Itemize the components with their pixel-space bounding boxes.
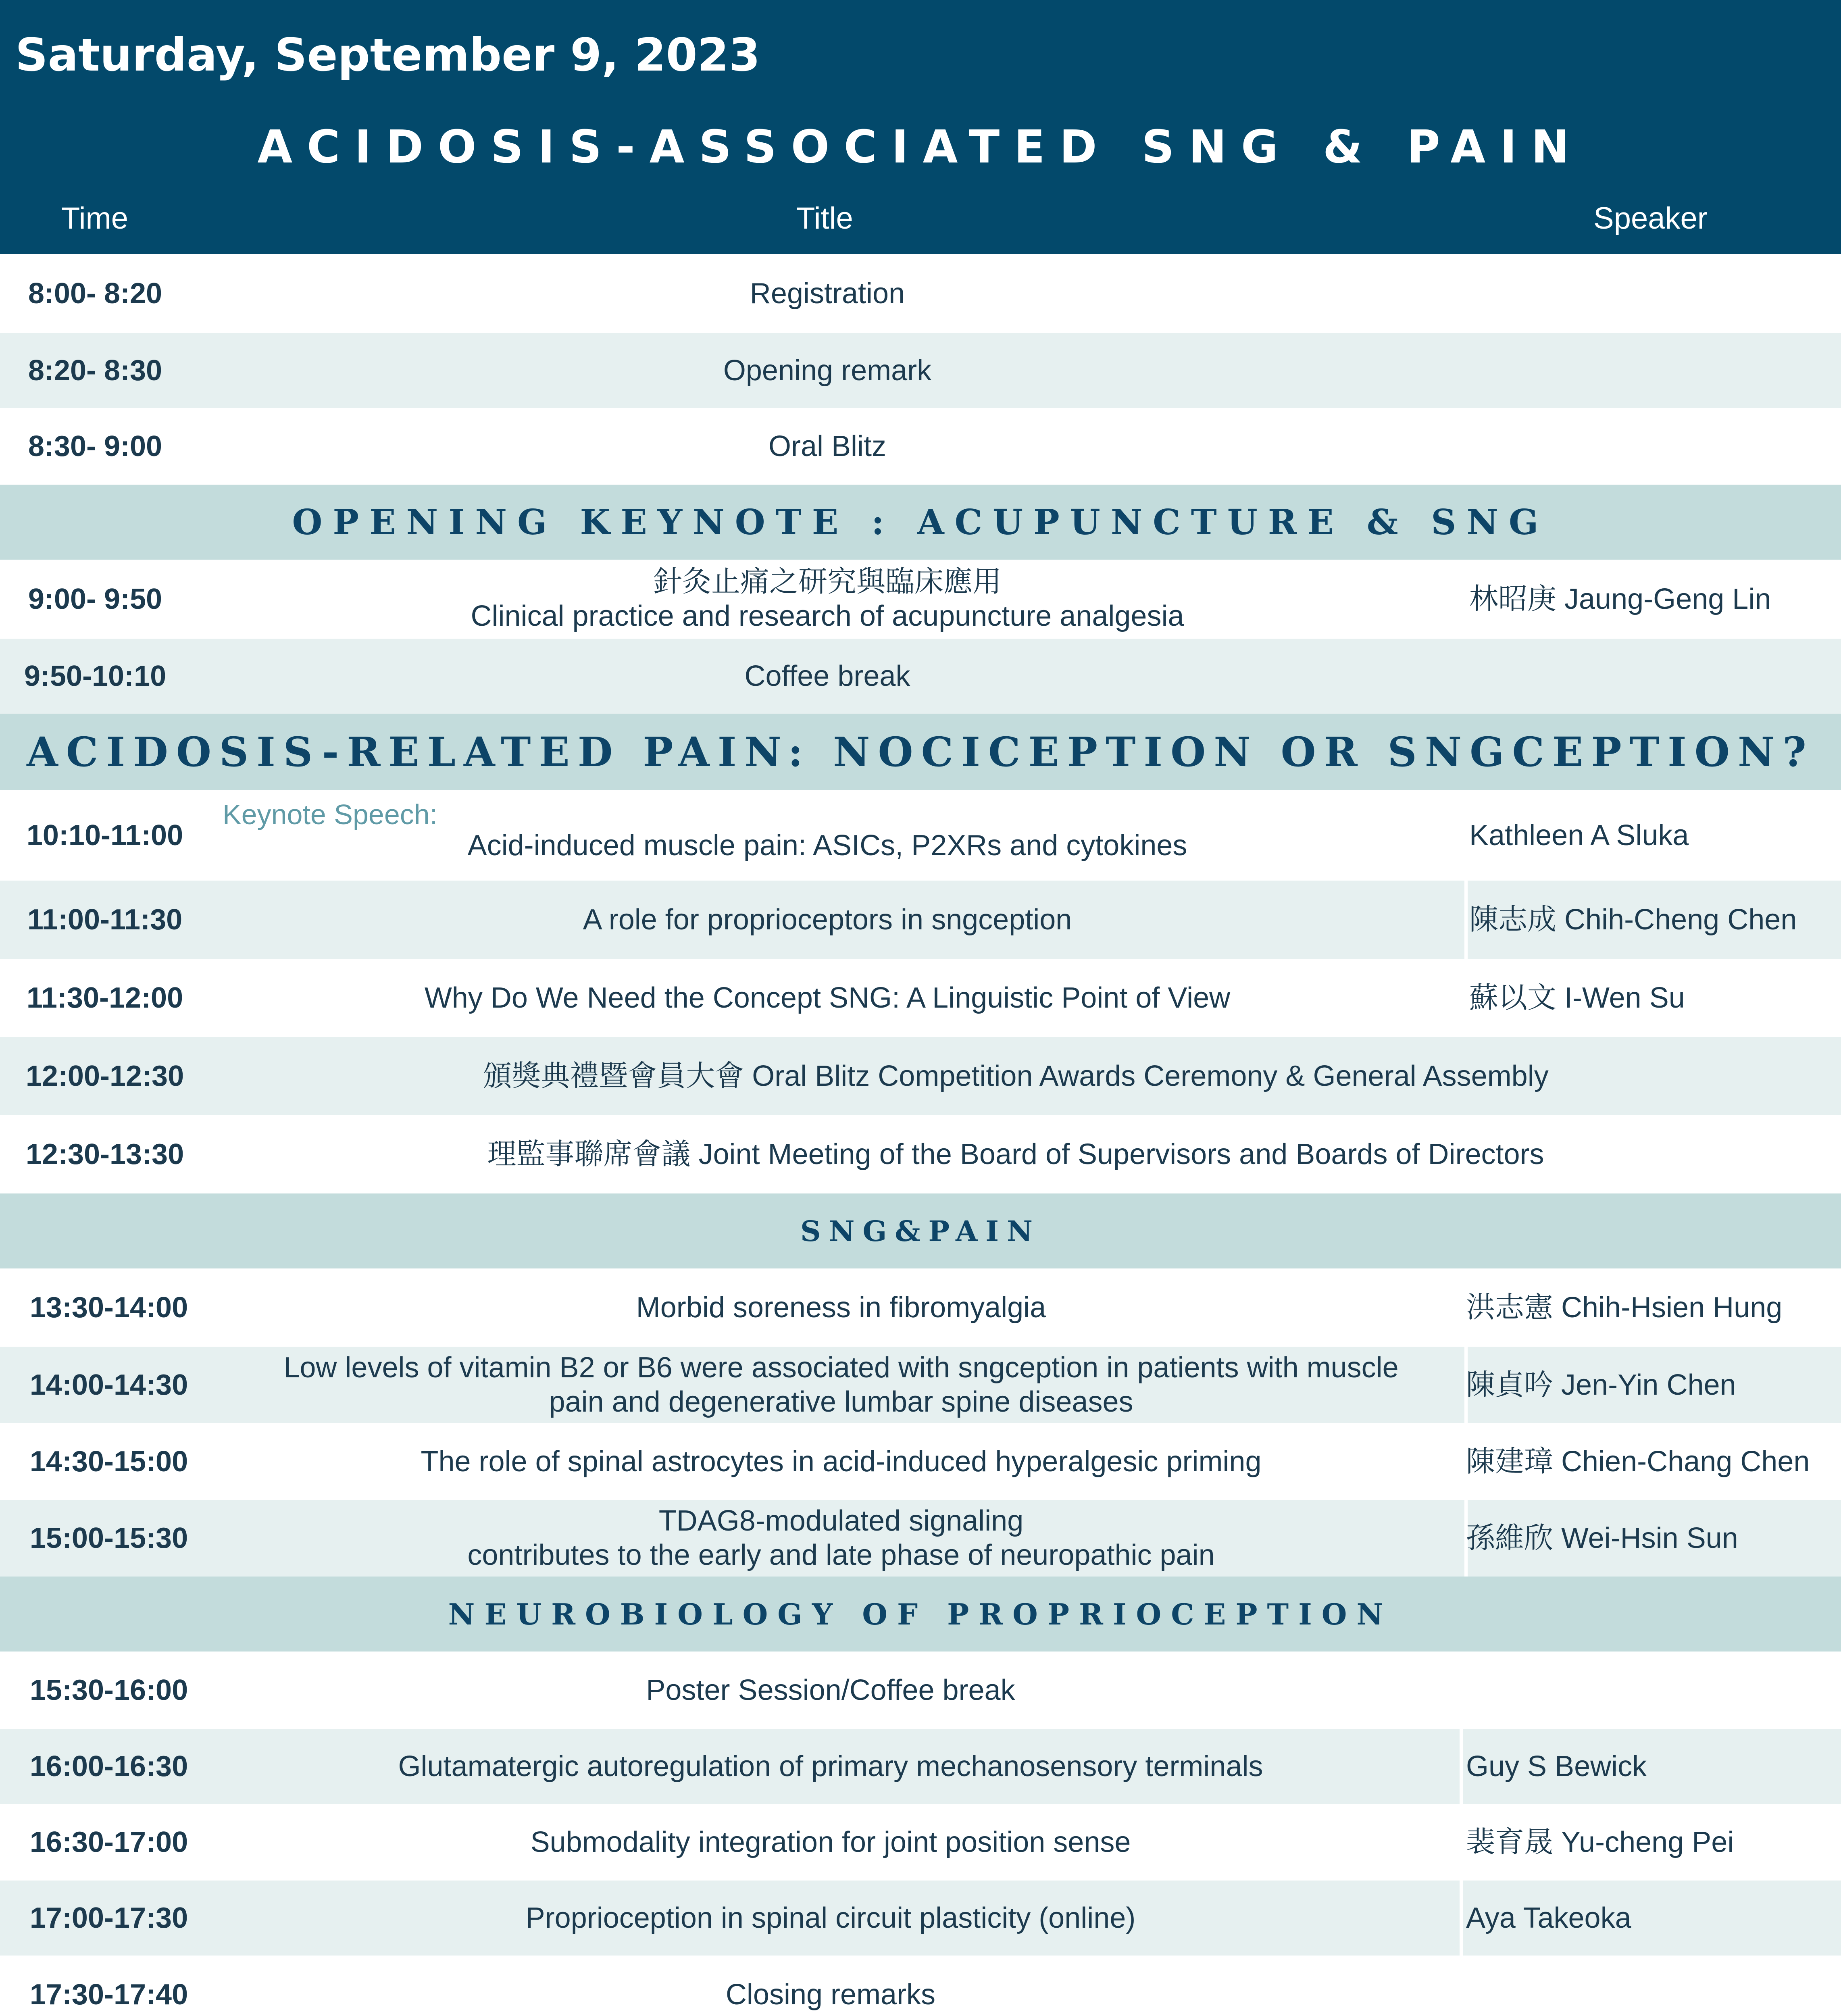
row-title <box>190 408 1464 485</box>
row-speaker: 洪志憲 Chih-Hsien Hung <box>1466 1291 1783 1324</box>
row-title-line-2: contributes to the early and late phase of neuropathic pain <box>467 1539 1215 1571</box>
row-title-line: Coffee break <box>744 660 910 692</box>
column-divider <box>1460 1729 1463 1804</box>
keynote-label: Keynote Speech: <box>223 799 438 830</box>
row-title <box>218 1268 1464 1347</box>
row-title-line: Submodality integration for joint position sense <box>530 1826 1131 1858</box>
row-time: 9:00- 9:50 <box>28 583 162 615</box>
table-row <box>0 959 1841 1037</box>
day1-table-header <box>0 190 1841 254</box>
row-title <box>218 1804 1443 1881</box>
row-title <box>190 959 1464 1037</box>
section-header: ACIDOSIS-RELATED PAIN: NOCICEPTION OR SNGCEPTION? <box>0 714 1841 790</box>
table-row <box>0 1729 1841 1804</box>
row-speaker: 陳貞吟 Jen-Yin Chen <box>1466 1368 1736 1401</box>
table-row <box>0 1347 1841 1423</box>
row-title <box>190 333 1464 408</box>
table-row <box>0 1804 1841 1881</box>
table-row <box>0 1115 1841 1193</box>
table-row <box>0 1037 1841 1115</box>
row-speaker: Guy S Bewick <box>1466 1750 1647 1783</box>
row-time: 15:30-16:00 <box>29 1674 188 1706</box>
row-title-line: Poster Session/Coffee break <box>646 1674 1015 1706</box>
column-divider <box>1464 959 1468 1037</box>
row-title-line: TDAG8-modulated signaling <box>658 1505 1024 1537</box>
row-speaker: 孫維欣 Wei-Hsin Sun <box>1466 1522 1738 1554</box>
table-row <box>0 1268 1841 1347</box>
header-speaker: Speaker <box>1593 201 1708 235</box>
row-title <box>218 1423 1464 1500</box>
row-time: 8:30- 9:00 <box>28 430 162 462</box>
row-time: 11:00-11:30 <box>27 904 183 936</box>
row-title <box>190 810 1464 881</box>
row-time: 12:30-13:30 <box>25 1138 184 1170</box>
day1-date: Saturday, September 9, 2023 <box>15 29 760 81</box>
row-title-line: Proprioception in spinal circuit plasticity (online) <box>525 1901 1136 1934</box>
header-time: Time <box>61 201 129 235</box>
row-title <box>190 1115 1841 1193</box>
row-title <box>190 881 1464 959</box>
section-header: SNG&PAIN <box>0 1193 1841 1268</box>
row-time: 8:00- 8:20 <box>28 277 162 310</box>
row-title-line: Low levels of vitamin B2 or B6 were associated with sngception in patients with muscle <box>283 1352 1399 1384</box>
row-speaker: Kathleen A Sluka <box>1469 819 1689 852</box>
row-time: 17:00-17:30 <box>29 1902 188 1934</box>
column-divider <box>1464 560 1468 639</box>
row-title-line: 頒獎典禮暨會員大會 Oral Blitz Competition Awards Ceremony & General Assembly <box>483 1060 1549 1092</box>
table-row <box>0 408 1841 485</box>
table-row <box>0 1652 1841 1729</box>
row-time: 14:30-15:00 <box>29 1445 188 1478</box>
table-row <box>0 1956 1841 2016</box>
row-title-line: Opening remark <box>723 354 932 387</box>
row-time: 10:10-11:00 <box>26 819 183 852</box>
row-speaker: 陳志成 Chih-Cheng Chen <box>1469 903 1797 936</box>
row-title-line-2: Clinical practice and research of acupuncture analgesia <box>471 600 1184 632</box>
row-title-line: A role for proprioceptors in sngception <box>583 903 1072 936</box>
column-divider <box>1464 790 1468 881</box>
row-time: 17:30-17:40 <box>29 1979 188 2011</box>
row-title-line: Registration <box>750 277 905 310</box>
row-title-line-2: pain and degenerative lumbar spine diseases <box>549 1386 1133 1418</box>
row-title <box>218 1729 1443 1804</box>
row-time: 12:00-12:30 <box>25 1060 184 1092</box>
row-title-line: 針灸止痛之研究與臨床應用 <box>653 566 1002 598</box>
row-time: 15:00-15:30 <box>29 1522 188 1554</box>
row-title <box>218 1652 1443 1729</box>
row-title <box>218 1500 1464 1577</box>
row-time: 11:30-12:00 <box>26 982 183 1014</box>
row-title <box>218 1956 1443 2016</box>
table-row <box>0 790 1841 881</box>
table-row <box>0 1500 1841 1577</box>
row-time: 9:50-10:10 <box>24 660 167 692</box>
row-title-line: The role of spinal astrocytes in acid-induced hyperalgesic priming <box>421 1445 1262 1478</box>
row-speaker: 林昭庚 Jaung-Geng Lin <box>1469 583 1771 615</box>
section-header: NEUROBIOLOGY OF PROPRIOCEPTION <box>0 1577 1841 1652</box>
row-time: 16:30-17:00 <box>29 1826 188 1858</box>
row-title <box>190 639 1464 714</box>
row-title <box>190 254 1464 333</box>
row-time: 8:20- 8:30 <box>28 354 162 387</box>
header-title: Title <box>796 201 853 235</box>
row-title <box>190 560 1464 639</box>
row-time: 14:00-14:30 <box>29 1369 188 1401</box>
row-title-line: Glutamatergic autoregulation of primary mechanosensory terminals <box>398 1750 1263 1783</box>
table-row <box>0 1423 1841 1500</box>
row-title <box>218 1881 1443 1956</box>
row-speaker: 蘇以文 I-Wen Su <box>1469 981 1685 1014</box>
day1-banner <box>0 0 1841 190</box>
row-title-line: Acid-induced muscle pain: ASICs, P2XRs and cytokines <box>467 829 1187 862</box>
table-row <box>0 881 1841 959</box>
table-row <box>0 333 1841 408</box>
row-title-line: 理監事聯席會議 Joint Meeting of the Board of Supervisors and Boards of Directors <box>487 1138 1544 1170</box>
table-row <box>0 639 1841 714</box>
row-time: 16:00-16:30 <box>29 1750 188 1783</box>
row-title <box>218 1347 1464 1423</box>
row-speaker: 陳建璋 Chien-Chang Chen <box>1466 1445 1810 1478</box>
row-title <box>190 1037 1841 1115</box>
table-row <box>0 1881 1841 1956</box>
row-time: 13:30-14:00 <box>29 1291 188 1324</box>
table-row <box>0 560 1841 639</box>
row-speaker: Aya Takeoka <box>1466 1901 1631 1934</box>
row-title-line: Closing remarks <box>725 1978 936 2011</box>
column-divider <box>1464 881 1468 959</box>
column-divider <box>1460 1804 1463 1881</box>
row-title-line: Morbid soreness in fibromyalgia <box>636 1291 1046 1324</box>
day1-theme: ACIDOSIS-ASSOCIATED SNG & PAIN <box>257 121 1584 173</box>
table-row <box>0 254 1841 333</box>
column-divider <box>1460 1881 1463 1956</box>
row-speaker: 裴育晟 Yu-cheng Pei <box>1466 1826 1734 1858</box>
row-title-line: Why Do We Need the Concept SNG: A Linguistic Point of View <box>424 981 1231 1014</box>
row-title-line: Oral Blitz <box>768 430 887 462</box>
section-header: OPENING KEYNOTE : ACUPUNCTURE & SNG <box>0 485 1841 560</box>
